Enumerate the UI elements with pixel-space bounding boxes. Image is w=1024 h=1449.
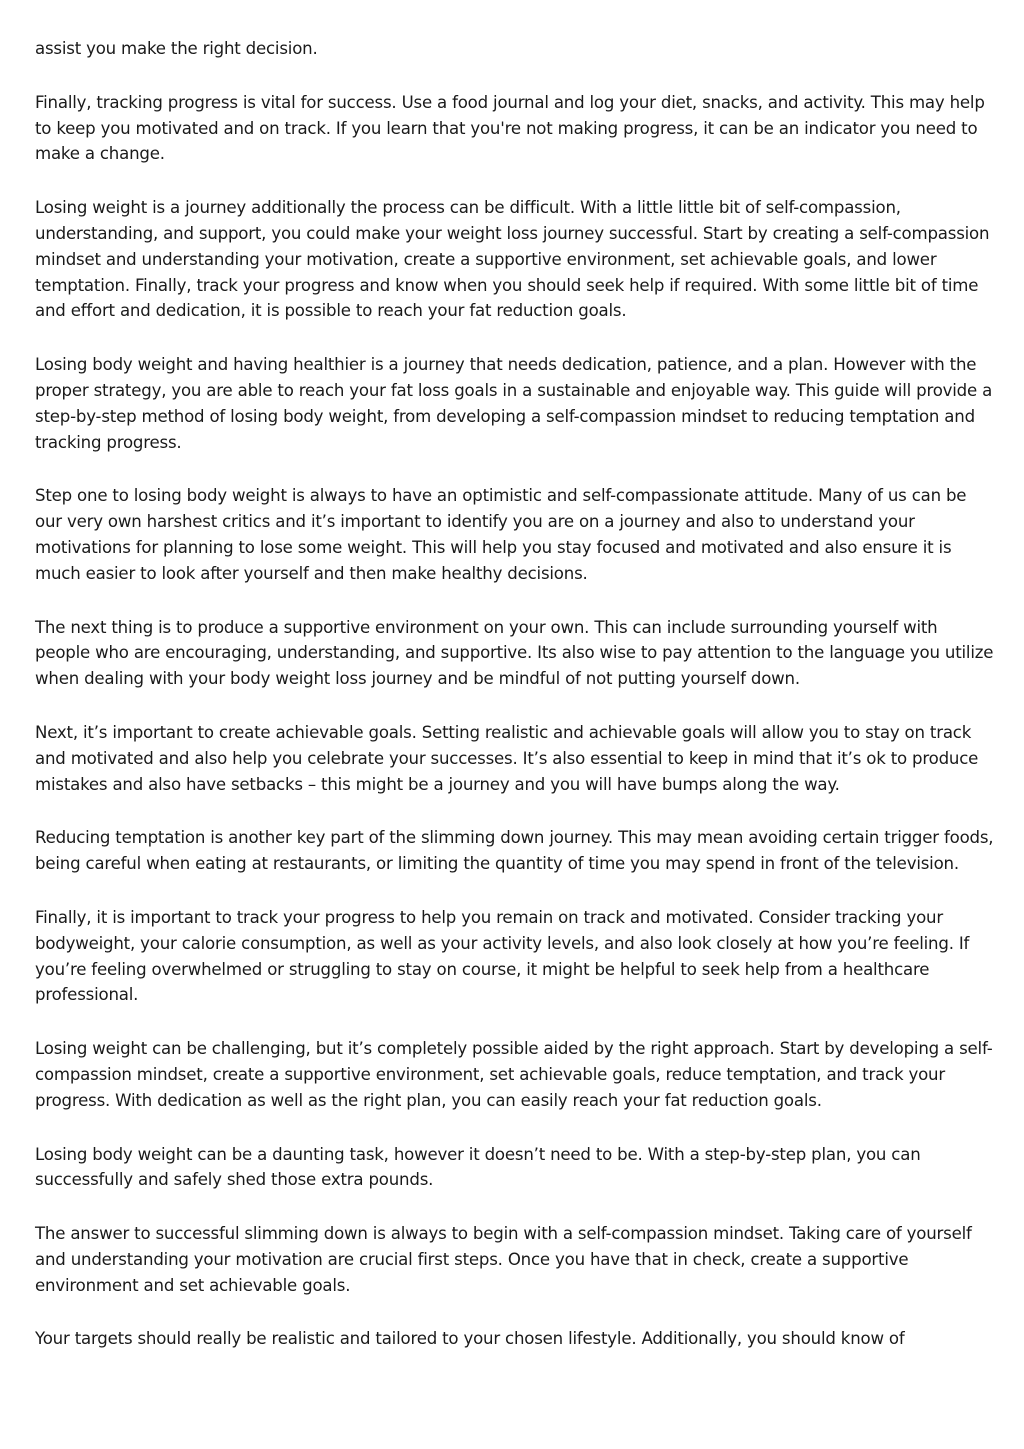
paragraph: Finally, it is important to track your progress to help you remain on track and motivated. Consider tracking your bodyweight, your calorie consumption, as well as your activity levels, and also look closely at how you’re feeling. If you’re feeling overwhelmed or struggling to stay on course, it might be helpful to seek help from a healthcare professional. — [35, 907, 970, 1005]
document-body — [35, 36, 995, 1380]
paragraph: assist you make the right decision. — [35, 39, 318, 58]
paragraph: The next thing is to produce a supportive environment on your own. This can include surrounding yourself with people who are encouraging, understanding, and supportive. Its also wise to pay attention to the language you utilize when dealing with your body weight loss journey and be mindful of not putting yourself down. — [35, 617, 994, 689]
paragraph: Next, it’s important to create achievable goals. Setting realistic and achievable goals will allow you to stay on track and motivated and also help you celebrate your successes. It’s also essential to keep in mind that it’s ok to produce mistakes and also have setbacks – this might be a journey and you will have bumps along the way. — [35, 722, 979, 794]
paragraph: Losing body weight and having healthier is a journey that needs dedication, patience, and a plan. However with the proper strategy, you are able to reach your fat loss goals in a sustainable and enjoyable way. This guide will provide a step-by-step method of losing body weight, from developing a self-compassion mindset to reducing temptation and tracking progress. — [35, 355, 993, 452]
paragraph: Step one to losing body weight is always to have an optimistic and self-compassionate attitude. Many of us can be our very own harshest critics and it’s important to identify you are on a journey and also to understand your motivations for planning to lose some weight. This will help you stay focused and motivated and also ensure it is much easier to look after yourself and then make healthy decisions. — [35, 486, 967, 583]
paragraph: Reducing temptation is another key part of the slimming down journey. This may mean avoiding certain trigger foods, being careful when eating at restaurants, or limiting the quantity of time you may spend in front of the television. — [35, 828, 994, 874]
paragraph: Losing weight is a journey additionally the process can be difficult. With a little little bit of self-compassion, understanding, and support, you could make your weight loss journey successful. Start by creating a self-compassion mindset and understanding your motivation, create a supportive environment, set achievable goals, and lower temptation. Finally, track your progress and know when you should seek help if required. With some little bit of time and effort and dedication, it is possible to reach your fat reduction goals. — [35, 198, 990, 321]
paragraph: Losing weight can be challenging, but it’s completely possible aided by the right approach. Start by developing a self-compassion mindset, create a supportive environment, set achievable goals, reduce temptation, and track your progress. With dedication as well as the right plan, you can easily reach your fat reduction goals. — [35, 1039, 993, 1110]
paragraph: Your targets should really be realistic and tailored to your chosen lifestyle. Additionally, you should know of — [35, 1329, 905, 1349]
paragraph: Finally, tracking progress is vital for success. Use a food journal and log your diet, snacks, and activity. This may help to keep you motivated and on track. If you learn that you're not making progress, it can be an indicator you need to make a change. — [35, 92, 985, 164]
paragraph: Losing body weight can be a daunting task, however it doesn’t need to be. With a step-by-step plan, you can successfully and safely shed those extra pounds. — [35, 1144, 921, 1190]
paragraph: The answer to successful slimming down is always to begin with a self-compassion mindset. Taking care of yourself and understanding your motivation are crucial first steps. Once you have that in check, create a supportive environment and set achievable goals. — [35, 1224, 972, 1295]
